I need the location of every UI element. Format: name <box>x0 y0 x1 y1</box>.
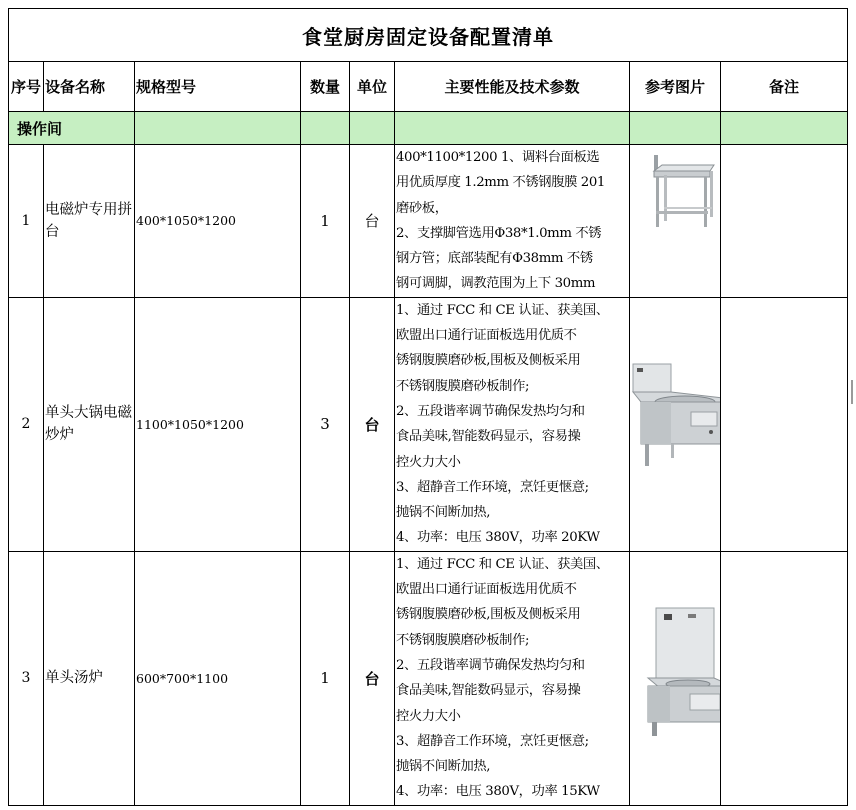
header-qty[interactable]: 数量 <box>301 62 350 112</box>
sheet-title[interactable]: 食堂厨房固定设备配置清单 <box>9 9 848 62</box>
spec-line: 用优质厚度 1.2mm 不锈钢腹膜 201 <box>396 175 605 191</box>
spec-line: 抛锅不间断加热, <box>396 505 491 521</box>
spec-line: 不锈钢腹膜磨砂板制作; <box>396 378 530 394</box>
cell-name[interactable]: 单头大锅电磁炒炉 <box>44 297 135 551</box>
spec-line: 控火力大小 <box>396 708 461 724</box>
cell-unit[interactable]: 台 <box>350 297 395 551</box>
spec-line: 3、超静音工作环境，烹饪更惬意; <box>396 479 589 495</box>
spec-line: 4、功率：电压 380V，功率 15KW <box>396 784 600 800</box>
header-unit[interactable]: 单位 <box>350 62 395 112</box>
header-model[interactable]: 规格型号 <box>135 62 301 112</box>
spec-line: 钢方管；底部装配有Φ38mm 不锈 <box>396 251 593 267</box>
spec-line: 控火力大小 <box>396 454 461 470</box>
header-row <box>9 62 848 112</box>
cell-model[interactable]: 1100*1050*1200 <box>135 297 301 551</box>
header-name[interactable]: 设备名称 <box>44 62 135 112</box>
cell-model[interactable]: 400*1050*1200 <box>135 145 301 298</box>
stainless-table-photo <box>650 153 716 233</box>
cell-spec[interactable] <box>395 551 630 805</box>
spec-line: 4、功率：电压 380V，功率 20KW <box>396 530 600 546</box>
wok-stove-photo <box>631 362 721 470</box>
spec-line: 锈钢腹膜磨砂板,围板及侧板采用 <box>396 607 581 623</box>
table-row <box>9 551 848 805</box>
cell-seq[interactable]: 3 <box>9 551 44 805</box>
spec-line: 2、五段谐率调节确保发热均匀和 <box>396 403 585 419</box>
soup-stove-photo <box>644 606 721 738</box>
header-seq[interactable]: 序号 <box>9 62 44 112</box>
cell-remark[interactable] <box>721 297 848 551</box>
section-cell[interactable] <box>350 112 395 145</box>
cell-pic[interactable] <box>630 551 721 805</box>
spec-line: 不锈钢腹膜磨砂板制作; <box>396 632 530 648</box>
cell-remark[interactable] <box>721 551 848 805</box>
section-row <box>9 112 848 145</box>
spec-line: 400*1100*1200 1、调料台面板选 <box>396 150 600 165</box>
section-cell[interactable] <box>135 112 301 145</box>
table-row <box>9 145 848 298</box>
cell-model[interactable]: 600*700*1100 <box>135 551 301 805</box>
spec-line: 食品美味,智能数码显示，容易操 <box>396 683 581 699</box>
spec-line: 抛锅不间断加热, <box>396 759 491 775</box>
spec-line: 磨砂板， <box>396 200 448 216</box>
spec-line: 食品美味,智能数码显示，容易操 <box>396 429 581 445</box>
cell-pic[interactable] <box>630 145 721 298</box>
spec-line: 锈钢腹膜磨砂板,围板及侧板采用 <box>396 353 581 369</box>
cell-remark[interactable] <box>721 145 848 298</box>
spec-line: 2、五段谐率调节确保发热均匀和 <box>396 657 585 673</box>
section-label[interactable]: 操作间 <box>9 112 135 145</box>
section-cell[interactable] <box>721 112 848 145</box>
spec-line: 欧盟出口通行证面板选用优质不 <box>396 582 577 598</box>
section-cell[interactable] <box>630 112 721 145</box>
cell-qty[interactable]: 1 <box>301 145 350 298</box>
section-cell[interactable] <box>301 112 350 145</box>
section-cell[interactable] <box>395 112 630 145</box>
spec-line: 3、超静音工作环境，烹饪更惬意; <box>396 733 589 749</box>
cell-qty[interactable]: 3 <box>301 297 350 551</box>
cell-seq[interactable]: 1 <box>9 145 44 298</box>
equipment-table <box>8 8 848 806</box>
cell-name[interactable]: 单头汤炉 <box>44 551 135 805</box>
spec-line: 1、通过 FCC 和 CE 认证、获美国、 <box>396 302 609 318</box>
cell-seq[interactable]: 2 <box>9 297 44 551</box>
cell-unit[interactable]: 台 <box>350 145 395 298</box>
cell-name[interactable]: 电磁炉专用拼台 <box>44 145 135 298</box>
header-pic[interactable]: 参考图片 <box>630 62 721 112</box>
spec-line: 1、通过 FCC 和 CE 认证、获美国、 <box>396 556 609 572</box>
cell-qty[interactable]: 1 <box>301 551 350 805</box>
table-row <box>9 297 848 551</box>
header-remark[interactable]: 备注 <box>721 62 848 112</box>
cell-spec[interactable] <box>395 297 630 551</box>
spec-line: 钢可调脚，调教范围为上下 30mm <box>396 276 596 292</box>
cell-unit[interactable]: 台 <box>350 551 395 805</box>
cell-pic[interactable] <box>630 297 721 551</box>
header-spec[interactable]: 主要性能及技术参数 <box>395 62 630 112</box>
cell-spec[interactable] <box>395 145 630 298</box>
scroll-edge-mark <box>851 380 856 404</box>
spec-line: 2、支撑脚管选用Φ38*1.0mm 不锈 <box>396 225 602 241</box>
spec-line: 欧盟出口通行证面板选用优质不 <box>396 328 577 344</box>
